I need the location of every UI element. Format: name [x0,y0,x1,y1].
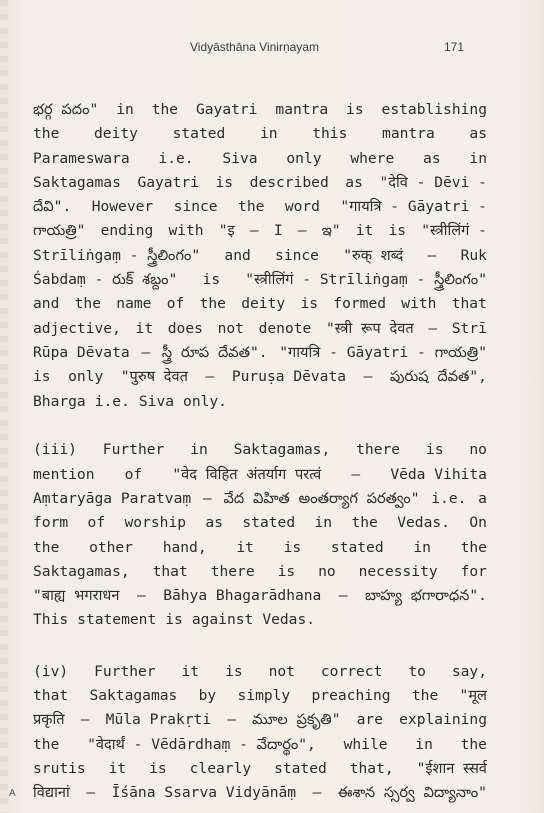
word: ఈశాన స్సర్వ విద్యానాం" [337,784,487,802]
word: does [167,319,203,337]
word: Saktagamas [89,687,178,705]
word: hand, [162,538,207,556]
word: it [108,759,127,777]
page-binding-edge [0,0,8,813]
word: – [338,587,348,605]
word: is [425,441,444,459]
word: it [355,222,374,240]
text-line [33,684,487,708]
word: the [460,735,487,753]
word: – [249,222,259,240]
word: the [33,125,60,143]
word: stated [172,125,226,143]
word: this [312,125,348,143]
word: Bharga [33,392,86,410]
word: the [238,198,265,216]
word: name [116,295,152,313]
word: is [225,662,243,680]
word: mantra [275,101,329,118]
word: deity [94,125,138,143]
word: for [460,562,487,580]
word: it [236,538,254,556]
word: Bāhya Bhagarādhana [163,587,322,605]
word: the [411,687,439,705]
text-line [33,463,487,487]
word: explaining [399,711,487,729]
word: – [141,343,151,361]
word: – [136,587,146,605]
text-line [33,511,487,535]
text-line [33,292,487,316]
word: in [259,125,278,143]
word: are [356,711,383,729]
word: Vedas. [397,514,450,532]
word: is [300,295,319,313]
word: "वेदार्थं - Vēdārdhaṃ - వేదార్థం", [87,735,316,753]
word: ఇ" [321,222,341,240]
word: "रुक् शब्दं [343,246,404,264]
word: where [350,149,395,167]
word: – [297,222,307,240]
word: On [469,514,487,532]
word: of [87,514,106,532]
word: – [427,246,437,264]
word: is [277,562,296,580]
word: प्रकृति [33,711,65,729]
word: పురుష దేవత", [389,368,487,386]
word: stated [330,538,384,556]
word: బాహ్య భగారాధన". [365,587,487,605]
word: there [210,562,255,580]
word: that [451,295,487,313]
word: against [191,611,254,629]
word: Siva [138,392,175,410]
word: clearly [189,759,252,777]
word: word [284,198,320,216]
word: is [283,538,302,556]
word: మూల ప్రకృతి" [252,711,341,729]
word: "स्त्रीलिंगं - [421,222,487,240]
word: deity [241,295,286,313]
word: గాయత్రి" [33,222,86,240]
word: there [356,441,401,459]
word: denote [258,319,312,337]
word: विद्यानां [33,784,70,802]
word: described [249,173,329,191]
word: other [89,538,133,556]
text-line [33,195,487,219]
word: "इ [218,222,235,240]
page-number: 171 [444,40,465,54]
word: Mūla Prakṛti [105,711,212,729]
word: and [33,295,60,313]
word: Aṃtaryāga Paratvaṃ [33,489,192,507]
corner-mark: A [9,788,16,799]
word: establishing [381,101,487,118]
word: Ruk [460,246,487,264]
text-line [33,244,487,268]
text-line [33,171,487,195]
word: to [408,662,426,680]
word: and [224,246,251,264]
text-line [33,584,487,608]
word: Strī [451,319,487,337]
word: Strīliṅgaṃ - స్త్రీలింగం" [33,246,201,264]
word: "पुरुष देवत [120,368,188,386]
word: I [273,222,283,240]
word: – [351,465,361,483]
word: "देवि - Dēvi - [379,173,487,191]
word: as [469,125,487,143]
word: stated [274,759,327,777]
word: of [124,465,143,483]
word: "बाह्य भगराधन [33,587,120,605]
word: mantra [382,125,435,143]
word: that [33,687,69,705]
word: mention [33,465,95,483]
word: since [275,246,319,264]
word: Siva [222,149,258,167]
running-head: Vidyāsthāna Vinirṇayam [190,40,319,54]
word: (iii) [33,441,77,459]
word: – [227,711,237,729]
word: necessity [358,562,438,580]
word: "ईशान स्सर्व [416,759,487,777]
word: భర్గ పదం" [33,101,99,118]
text-line [33,438,487,462]
word: the [151,101,179,118]
word: as [345,173,363,191]
text-line [33,608,487,632]
word: Rūpa Dēvata [33,343,130,361]
word: (iv) [33,662,69,680]
word: of [166,295,185,313]
word: Saktagamas [33,173,121,191]
word: is [215,173,234,191]
paragraph-iv [33,660,487,806]
word: srutis [33,759,86,777]
word: it [135,319,154,337]
text-line [33,733,487,757]
word: statement [77,611,157,629]
word: form [33,514,69,532]
word: in [415,735,433,753]
word: i.e. [94,392,130,410]
word: దేవి". [33,198,72,216]
word: preaching [311,687,391,705]
word: since [173,198,218,216]
word: that [152,562,188,580]
word: Saktagamas, [233,441,331,459]
word: "गायत्रि - Gāyatri - [340,198,487,216]
word: simply [237,687,291,705]
word: "गायत्रि - Gāyatri - గాయత్రి" [279,343,487,361]
word: only. [183,392,227,410]
word: "स्त्रीलिंगं - Strīliṅgaṃ - స్త్రీలింగం" [245,271,487,289]
word: only [68,368,104,386]
word: not [268,662,295,680]
word: Parameswara [33,149,130,167]
text-line [33,708,487,732]
text-line [33,341,487,365]
word: – [86,784,96,802]
word: the [460,538,487,556]
page-header [0,40,544,60]
word: – [363,368,373,386]
word: with [401,295,437,313]
word: that, [349,759,394,777]
word: the [351,514,378,532]
text-line [33,365,487,389]
word: Īśāna Ssarva Vidyānāṃ [111,784,297,802]
body-text [33,98,487,806]
word: ending [100,222,154,240]
text-line [33,390,487,414]
word: worship [124,514,187,532]
word: స్త్రీ రూప దేవత". [161,343,268,361]
paragraph-bharga [33,98,487,414]
word: it [181,662,200,680]
word: in [413,538,431,556]
word: stated [242,514,296,532]
word: the [33,538,60,556]
word: వేద విహిత అంతర్యాగ పరత్వం" [223,489,420,507]
word: say, [451,662,487,680]
word: "वेद विहित अंतर्याग परत्वं [172,465,322,483]
word: not [217,319,244,337]
word: – [80,711,90,729]
word: This [33,611,69,629]
word: – [205,368,215,386]
text-line [33,560,487,584]
text-line [33,536,487,560]
word: while [343,735,388,753]
word: the [74,295,101,313]
word: is [388,222,407,240]
word: adjective, [33,319,121,337]
word: as [423,149,441,167]
word: Gayatri [195,101,258,118]
word: – [202,489,212,507]
word: – [428,319,438,337]
word: Gayatri [137,173,199,191]
word: in [469,149,487,167]
text-line [33,122,487,146]
word: Puruṣa Dēvata [231,368,347,386]
word: as [205,514,223,532]
word: a [478,489,487,507]
word: in [190,441,208,459]
text-line [33,268,487,292]
word: Saktagamas, [33,562,130,580]
word: is [33,368,51,386]
word: in [314,514,333,532]
word: formed [333,295,387,313]
text-line [33,487,487,511]
word: is [346,101,364,118]
word: only [286,149,322,167]
word: is [165,611,183,629]
word: i.e. [431,489,467,507]
word: i.e. [158,149,194,167]
word: Vēda Vihita [390,465,487,483]
word: the [33,735,60,753]
word: in [116,101,134,118]
word: no [318,562,336,580]
word: is [149,759,167,777]
text-line [33,781,487,805]
word: no [469,441,487,459]
word: Śabdaṃ - రుక్ శబ్దం" [33,271,178,289]
word: "स्त्री रूप देवत [325,319,414,337]
word: – [312,784,322,802]
word: Further [94,662,156,680]
word: the [199,295,226,313]
paragraph-iii [33,438,487,632]
word: Vedas. [262,611,316,629]
text-line [33,147,487,171]
word: Further [102,441,165,459]
word: However [91,198,154,216]
word: "मूल [459,687,487,705]
word: is [202,271,221,289]
word: with [168,222,204,240]
word: correct [320,662,383,680]
word: by [198,687,217,705]
text-line [33,757,487,781]
text-line [33,317,487,341]
text-line [33,98,487,122]
text-line [33,219,487,243]
text-line [33,660,487,684]
